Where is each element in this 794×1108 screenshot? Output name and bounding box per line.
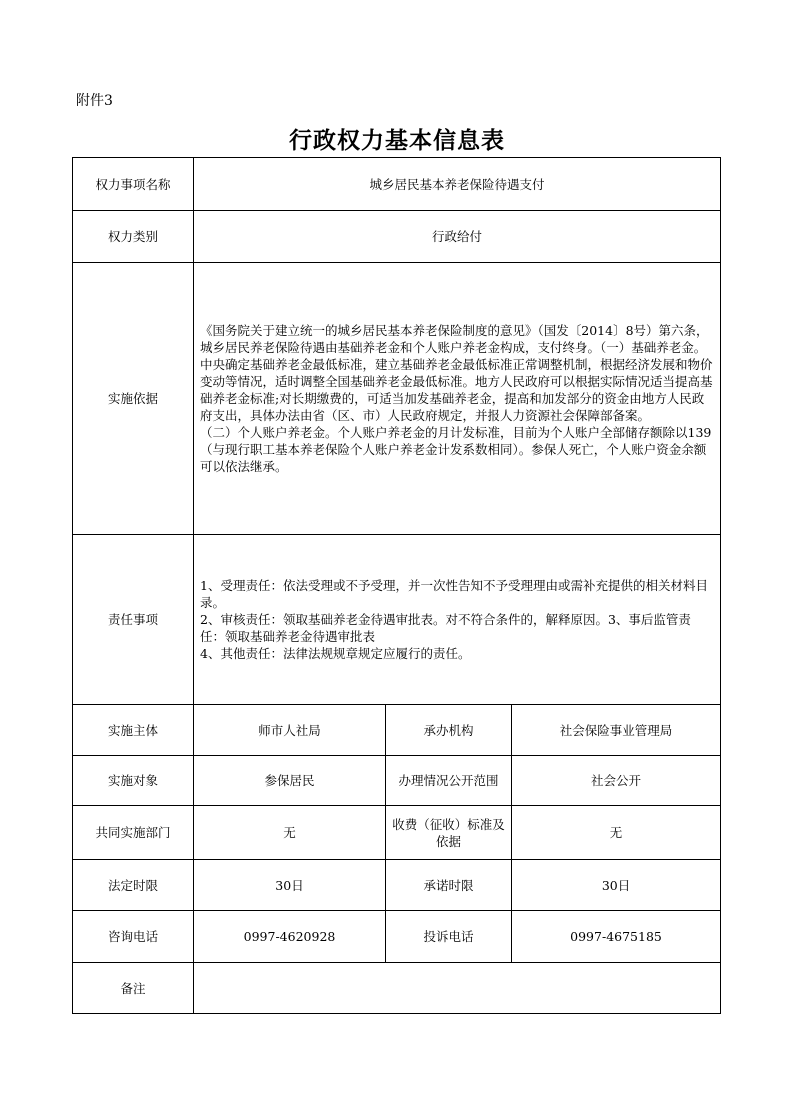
duty-line: 2、审核责任：领取基础养老金待遇审批表。对不符合条件的，解释原因。3、事后监管责任：领取基础养老金待遇审批表 — [200, 612, 691, 644]
category-label: 权力类别 — [73, 211, 194, 263]
joint-label: 共同实施部门 — [73, 806, 194, 860]
row-basis — [73, 263, 721, 535]
annex-label: 附件3 — [76, 93, 113, 109]
subject-value: 师市人社局 — [194, 705, 386, 756]
basis-paragraph: （二）个人账户养老金。个人账户养老金的月计发标准，目前为个人账户全部储存额除以139（与现行职工基本养老保险个人账户养老金计发系数相同）。参保人死亡，个人账户资金余额可以依法继承。 — [200, 425, 712, 474]
duty-line: 1、受理责任：依法受理或不予受理，并一次性告知不予受理理由或需补充提供的相关材料目录。 — [200, 578, 708, 610]
row-remark — [73, 963, 721, 1014]
disclosure-label: 办理情况公开范围 — [386, 756, 512, 806]
duties-text — [194, 535, 721, 705]
basis-paragraph: 《国务院关于建立统一的城乡居民基本养老保险制度的意见》（国发〔2014〕8号）第六条，城乡居民养老保险待遇由基础养老金和个人账户养老金构成，支付终身。（一）基础养老金。中央确定基础养老金最低标准，建立基础养老金最低标准正常调整机制，根据经济发展和物价变动等情况，适时调整全国基础养老金最低标准。地方人民政府可以根据实际情况适当提高基础养老金标准;对长期缴费的，可适当加发基础养老金，提高和加发部分的资金由地方人民政府支出，具体办法由省（区、市）人民政府规定，并报人力资源社会保障部备案。 — [200, 323, 713, 423]
joint-value: 无 — [194, 806, 386, 860]
row-time — [73, 860, 721, 911]
basis-label: 实施依据 — [73, 263, 194, 535]
agency-label: 承办机构 — [386, 705, 512, 756]
row-joint — [73, 806, 721, 860]
consult-phone-value: 0997-4620928 — [194, 911, 386, 963]
legal-time-value: 30日 — [194, 860, 386, 911]
item-name-value: 城乡居民基本养老保险待遇支付 — [194, 158, 721, 211]
remark-label: 备注 — [73, 963, 194, 1014]
duties-label: 责任事项 — [73, 535, 194, 705]
target-value: 参保居民 — [194, 756, 386, 806]
complaint-phone-label: 投诉电话 — [386, 911, 512, 963]
target-label: 实施对象 — [73, 756, 194, 806]
row-duties — [73, 535, 721, 705]
promise-time-value: 30日 — [512, 860, 721, 911]
promise-time-label: 承诺时限 — [386, 860, 512, 911]
row-item-name — [73, 158, 721, 211]
info-table — [72, 157, 721, 1014]
fee-label: 收费（征收）标准及依据 — [386, 806, 512, 860]
item-name-label: 权力事项名称 — [73, 158, 194, 211]
legal-time-label: 法定时限 — [73, 860, 194, 911]
agency-value: 社会保险事业管理局 — [512, 705, 721, 756]
remark-value — [194, 963, 721, 1014]
row-target — [73, 756, 721, 806]
duty-line: 4、其他责任：法律法规规章规定应履行的责任。 — [200, 646, 471, 661]
disclosure-value: 社会公开 — [512, 756, 721, 806]
category-value: 行政给付 — [194, 211, 721, 263]
fee-value: 无 — [512, 806, 721, 860]
basis-text — [194, 263, 721, 535]
row-phone — [73, 911, 721, 963]
page-title: 行政权力基本信息表 — [289, 127, 505, 154]
subject-label: 实施主体 — [73, 705, 194, 756]
complaint-phone-value: 0997-4675185 — [512, 911, 721, 963]
row-subject — [73, 705, 721, 756]
row-category — [73, 211, 721, 263]
consult-phone-label: 咨询电话 — [73, 911, 194, 963]
